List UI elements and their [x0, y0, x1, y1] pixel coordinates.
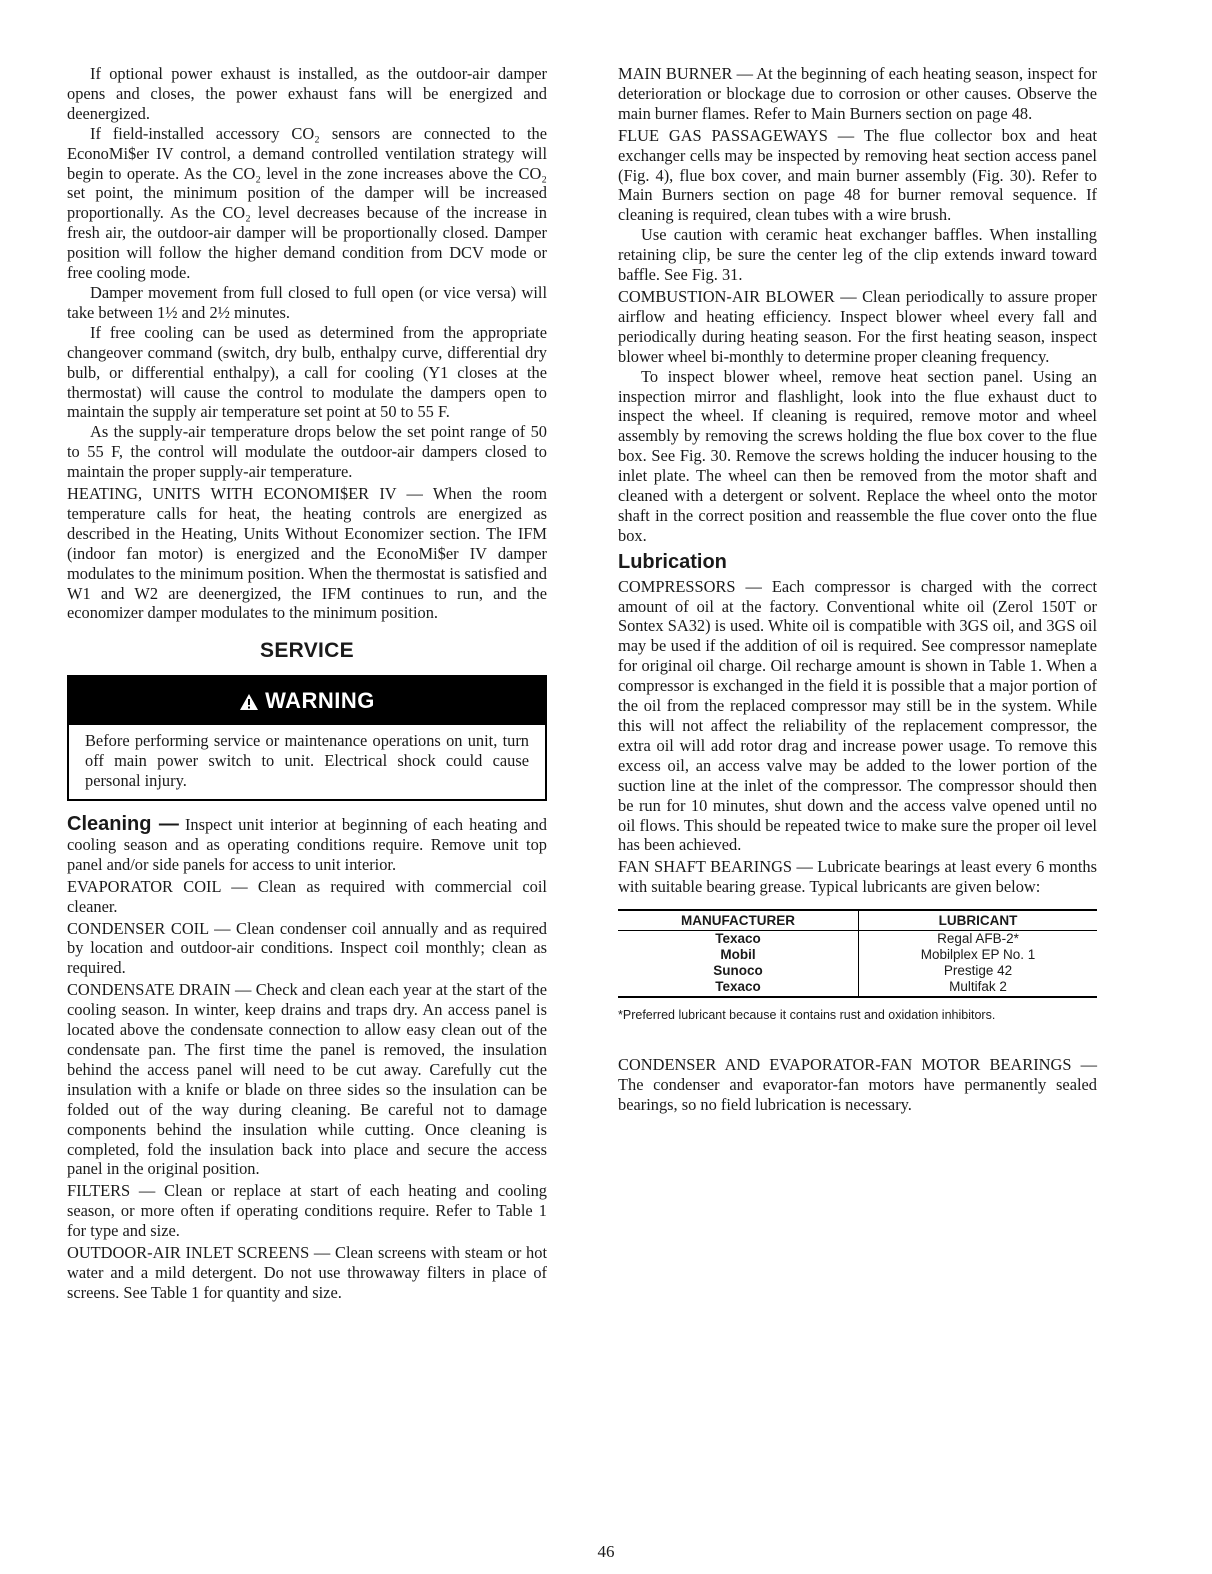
table-header-manufacturer: MANUFACTURER	[618, 910, 859, 931]
warning-box	[67, 675, 547, 801]
table-cell: Mobil	[618, 947, 859, 963]
inlet-screens-paragraph: OUTDOOR-AIR INLET SCREENS — Clean screens with steam or hot water and a mild detergent. Do not use throwaway filters in place of screens. See Table 1 for quantity and size.	[67, 1243, 547, 1302]
table-cell: Prestige 42	[943, 963, 1013, 979]
combustion-blower-paragraph: COMBUSTION-AIR BLOWER — Clean periodically to assure proper airflow and heating efficiency. Inspect blower wheel every fall and periodically during heating season. For the first heating season, inspect blower wheel bi-monthly to determine proper cleaning frequency.	[618, 286, 1097, 366]
warning-text: Before performing service or maintenance operations on unit, turn off main power switch to unit. Electrical shock could cause personal injury.	[85, 731, 529, 791]
cleaning-text: Inspect unit interior at beginning of each heating and cooling season and as operating conditions require. Remove unit top panel and/or side panels for access to unit interior.	[67, 815, 547, 874]
filters-paragraph: FILTERS — Clean or replace at start of each heating and cooling season, or more often if operating conditions require. Refer to Table 1 for type and size.	[67, 1181, 547, 1241]
co2-sensor-paragraph: If field-installed accessory CO₂ sensors are connected to the EconoMi$er IV control, a demand controlled ventilation strategy will begin to operate. As the CO₂ level in the zone increases above the CO₂ set point, the minimum position of the damper will be increased proportionally. As the CO₂ level decreases because of the increase in fresh air, the outdoor-air damper will be proportionally closed. Damper position will follow the higher demand condition from DCV mode or free cooling mode.	[67, 123, 547, 283]
table-row	[618, 963, 1097, 979]
warning-title: WARNING	[265, 688, 375, 714]
table-cell: Regal AFB-2*	[937, 931, 1019, 947]
cleaning-heading: Cleaning —	[67, 813, 179, 835]
left-column	[67, 64, 547, 1303]
table-header-lubricant: LUBRICANT	[859, 910, 1098, 931]
free-cooling-paragraph: If free cooling can be used as determined from the appropriate changeover command (switch, dry bulb, enthalpy curve, differential dry bulb, or differential enthalpy), a call for cooling (Y1 closes at the thermostat) will cause the control to modulate the dampers open to maintain the supply air temperature set point at 50 to 55 F.	[67, 322, 547, 422]
cleaning-paragraph	[67, 815, 547, 875]
fan-shaft-paragraph: FAN SHAFT BEARINGS — Lubricate bearings at least every 6 months with suitable bearing grease. Typical lubricants are given below:	[618, 857, 1097, 897]
lubricant-table	[618, 909, 1097, 998]
table-cell: Mobilplex EP No. 1	[920, 947, 1036, 963]
table-cell: Sunoco	[618, 963, 859, 979]
ceramic-baffles-paragraph: Use caution with ceramic heat exchanger baffles. When installing retaining clip, be sure the center leg of the clip extends inward toward baffle. See Fig. 31.	[618, 225, 1097, 285]
compressors-paragraph: COMPRESSORS — Each compressor is charged with the correct amount of oil at the factory. Conventional white oil (Zerol 150T or Sontex SA32) is used. White oil is compatible with 3GS oil, and 3GS oil may be used if the addition of oil is required. See compressor nameplate for original oil charge. Oil recharge amount is shown in Table 1. When a compressor is exchanged in the field it is possible that a major portion of the oil from the replaced compressor may still be in the system. While this will not affect the reliability of the replacement compressor, the extra oil will add rotor drag and increase power usage. To remove this excess oil, an access valve may be added to the lower portion of the suction line at the inlet of the compressor. The compressor should then be run for 10 minutes, shut down and the access valve opened until no oil flows. This should be repeated twice to make sure the proper oil level has been achieved.	[618, 576, 1097, 855]
power-exhaust-paragraph: If optional power exhaust is installed, as the outdoor-air damper opens and closes, the power exhaust fans will be energized and deenergized.	[67, 64, 547, 123]
flue-gas-paragraph: FLUE GAS PASSAGEWAYS — The flue collector box and heat exchanger cells may be inspected by removing heat section access panel (Fig. 4), flue box cover, and main burner assembly (Fig. 30). Refer to Main Burners section on page 48 for burner removal sequence. If cleaning is required, clean tubes with a wire brush.	[618, 125, 1097, 225]
lubrication-heading: Lubrication	[618, 550, 727, 573]
right-column	[618, 64, 1097, 1115]
table-row	[618, 947, 1097, 963]
inspect-blower-paragraph: To inspect blower wheel, remove heat section panel. Using an inspection mirror and flashlight, look into the flue exhaust duct to inspect the wheel. If cleaning is required, remove motor and wheel assembly by removing the screws holding the flue box cover to the flue box. See Fig. 30. Remove the screws holding the inducer housing to the inlet plate. The wheel can then be removed from the motor shaft and cleaned with a detergent or solvent. Replace the wheel onto the motor shaft in the correct position and reassemble the flue cover onto the flue box.	[618, 366, 1097, 545]
table-cell: Texaco	[618, 931, 859, 948]
condenser-coil-paragraph: CONDENSER COIL — Clean condenser coil annually and as required by location and outdoor-air conditions. Inspect coil monthly; clean as required.	[67, 918, 547, 978]
table-row	[618, 931, 1097, 948]
service-heading: SERVICE	[260, 639, 354, 663]
evaporator-coil-paragraph: EVAPORATOR COIL — Clean as required with commercial coil cleaner.	[67, 876, 547, 916]
table-cell: Multifak 2	[859, 979, 1098, 997]
table-cell: Texaco	[618, 979, 859, 997]
warning-header	[69, 677, 545, 725]
table-footnote: *Preferred lubricant because it contains rust and oxidation inhibitors.	[618, 1008, 996, 1023]
table-row	[618, 979, 1097, 997]
main-burner-paragraph: MAIN BURNER — At the beginning of each heating season, inspect for deterioration or blockage due to corrosion or other causes. Observe the main burner flames. Refer to Main Burners section on page 48.	[618, 64, 1097, 123]
heating-economiser-paragraph: HEATING, UNITS WITH ECONOMI$ER IV — When the room temperature calls for heat, the heating controls are energized as described in the Heating, Units Without Economizer section. The IFM (indoor fan motor) is energized and the EconoMi$er IV damper modulates to the minimum position. When the thermostat is satisfied and W1 and W2 are deenergized, the IFM continues to run, and the economizer damper modulates to the minimum position.	[67, 484, 547, 623]
supply-air-paragraph: As the supply-air temperature drops below the set point range of 50 to 55 F, the control will modulate the outdoor-air dampers closed to maintain the proper supply-air temperature.	[67, 422, 547, 482]
condensate-drain-paragraph: CONDENSATE DRAIN — Check and clean each year at the start of the cooling season. In winter, keep drains and traps dry. An access panel is located above the condensate connection to allow easy clean out of the condensate pan. The first time the panel is removed, the insulation behind the access panel will need to be cut away. Carefully cut the insulation with a knife or blade on three sides so the insulation can be folded out of the way during cleaning. Be careful not to damage components behind the insulation while cutting. Once cleaning is completed, fold the insulation back into place and secure the access panel in the original position.	[67, 980, 547, 1179]
page-number: 46	[597, 1542, 615, 1561]
damper-movement-paragraph: Damper movement from full closed to full open (or vice versa) will take between 1½ and 2½ minutes.	[67, 282, 547, 322]
warning-triangle-icon	[239, 693, 259, 711]
fan-motor-bearings-paragraph: CONDENSER AND EVAPORATOR-FAN MOTOR BEARINGS — The condenser and evaporator-fan motors have permanently sealed bearings, so no field lubrication is necessary.	[618, 1055, 1097, 1114]
